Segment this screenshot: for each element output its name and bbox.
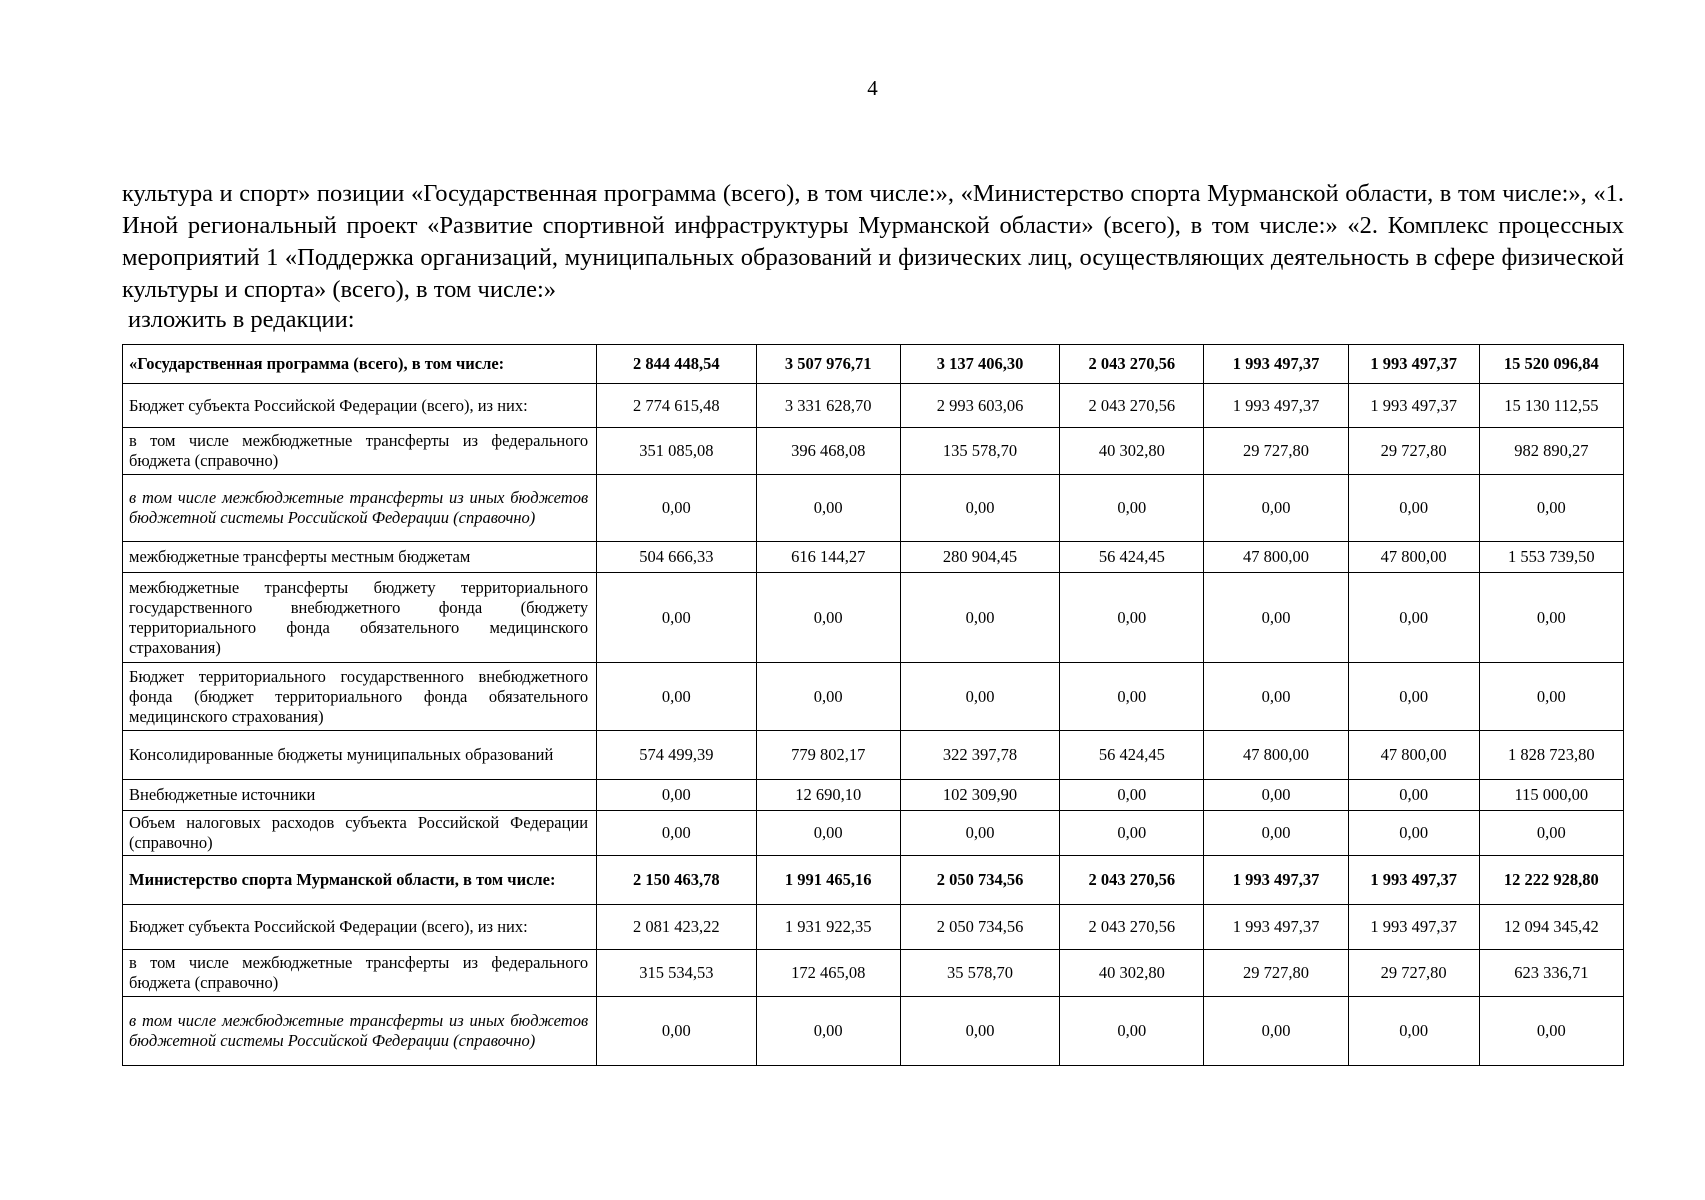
row-label: Консолидированные бюджеты муниципальных образований bbox=[123, 731, 597, 780]
cell-value: 102 309,90 bbox=[900, 780, 1059, 811]
cell-value: 1 991 465,16 bbox=[756, 856, 900, 905]
cell-value: 172 465,08 bbox=[756, 950, 900, 997]
cell-value: 0,00 bbox=[756, 573, 900, 663]
cell-value: 616 144,27 bbox=[756, 542, 900, 573]
cell-value: 2 043 270,56 bbox=[1060, 345, 1204, 384]
cell-value: 0,00 bbox=[1204, 663, 1348, 731]
cell-value: 0,00 bbox=[1060, 811, 1204, 856]
cell-value: 0,00 bbox=[756, 811, 900, 856]
cell-value: 2 844 448,54 bbox=[597, 345, 756, 384]
cell-value: 0,00 bbox=[1479, 663, 1623, 731]
cell-value: 47 800,00 bbox=[1204, 731, 1348, 780]
row-label: Министерство спорта Мурманской области, в том числе: bbox=[123, 856, 597, 905]
table-row bbox=[123, 573, 1624, 663]
row-label: в том числе межбюджетные трансферты из иных бюджетов бюджетной системы Российской Федерации (справочно) bbox=[123, 997, 597, 1066]
cell-value: 0,00 bbox=[756, 997, 900, 1066]
cell-value: 0,00 bbox=[756, 663, 900, 731]
row-label: Объем налоговых расходов субъекта Российской Федерации (справочно) bbox=[123, 811, 597, 856]
row-label: межбюджетные трансферты местным бюджетам bbox=[123, 542, 597, 573]
cell-value: 0,00 bbox=[900, 475, 1059, 542]
cell-value: 351 085,08 bbox=[597, 428, 756, 475]
table-row bbox=[123, 542, 1624, 573]
cell-value: 29 727,80 bbox=[1348, 950, 1479, 997]
cell-value: 0,00 bbox=[900, 997, 1059, 1066]
cell-value: 1 993 497,37 bbox=[1204, 905, 1348, 950]
cell-value: 0,00 bbox=[1204, 780, 1348, 811]
intro-paragraph bbox=[122, 178, 1624, 334]
cell-value: 1 828 723,80 bbox=[1479, 731, 1623, 780]
cell-value: 29 727,80 bbox=[1204, 950, 1348, 997]
row-label: межбюджетные трансферты бюджету территориального государственного внебюджетного фонда (бюджету территориального фонда обязательного медицинского страхования) bbox=[123, 573, 597, 663]
cell-value: 982 890,27 bbox=[1479, 428, 1623, 475]
row-label: Бюджет территориального государственного внебюджетного фонда (бюджет территориального фонда обязательного медицинского страхования) bbox=[123, 663, 597, 731]
cell-value: 29 727,80 bbox=[1348, 428, 1479, 475]
cell-value: 0,00 bbox=[900, 573, 1059, 663]
cell-value: 2 050 734,56 bbox=[900, 905, 1059, 950]
cell-value: 1 993 497,37 bbox=[1204, 384, 1348, 428]
table-row bbox=[123, 345, 1624, 384]
cell-value: 1 553 739,50 bbox=[1479, 542, 1623, 573]
cell-value: 47 800,00 bbox=[1348, 542, 1479, 573]
cell-value: 56 424,45 bbox=[1060, 731, 1204, 780]
cell-value: 15 520 096,84 bbox=[1479, 345, 1623, 384]
cell-value: 0,00 bbox=[597, 811, 756, 856]
table-row bbox=[123, 663, 1624, 731]
cell-value: 623 336,71 bbox=[1479, 950, 1623, 997]
cell-value: 574 499,39 bbox=[597, 731, 756, 780]
cell-value: 0,00 bbox=[597, 780, 756, 811]
cell-value: 315 534,53 bbox=[597, 950, 756, 997]
cell-value: 12 094 345,42 bbox=[1479, 905, 1623, 950]
row-label: в том числе межбюджетные трансферты из федерального бюджета (справочно) bbox=[123, 950, 597, 997]
row-label: Бюджет субъекта Российской Федерации (всего), из них: bbox=[123, 905, 597, 950]
cell-value: 12 690,10 bbox=[756, 780, 900, 811]
cell-value: 0,00 bbox=[1060, 663, 1204, 731]
cell-value: 2 774 615,48 bbox=[597, 384, 756, 428]
cell-value: 0,00 bbox=[1479, 573, 1623, 663]
table-row bbox=[123, 475, 1624, 542]
table-row bbox=[123, 950, 1624, 997]
budget-table bbox=[122, 344, 1624, 1066]
cell-value: 3 137 406,30 bbox=[900, 345, 1059, 384]
row-label: в том числе межбюджетные трансферты из федерального бюджета (справочно) bbox=[123, 428, 597, 475]
cell-value: 2 150 463,78 bbox=[597, 856, 756, 905]
cell-value: 40 302,80 bbox=[1060, 428, 1204, 475]
cell-value: 0,00 bbox=[1060, 573, 1204, 663]
cell-value: 0,00 bbox=[597, 475, 756, 542]
table-row bbox=[123, 428, 1624, 475]
cell-value: 135 578,70 bbox=[900, 428, 1059, 475]
cell-value: 47 800,00 bbox=[1348, 731, 1479, 780]
cell-value: 115 000,00 bbox=[1479, 780, 1623, 811]
intro-line: области, в том числе:», «1. Иной региональный проект «Развитие спортивной инфраструктуры Мурманской области» bbox=[122, 180, 1624, 239]
row-label: Бюджет субъекта Российской Федерации (всего), из них: bbox=[123, 384, 597, 428]
cell-value: 322 397,78 bbox=[900, 731, 1059, 780]
cell-value: 12 222 928,80 bbox=[1479, 856, 1623, 905]
cell-value: 2 993 603,06 bbox=[900, 384, 1059, 428]
page-number: 4 bbox=[867, 76, 878, 100]
cell-value: 1 993 497,37 bbox=[1204, 345, 1348, 384]
table-row bbox=[123, 856, 1624, 905]
table-row bbox=[123, 811, 1624, 856]
table-row bbox=[123, 997, 1624, 1066]
cell-value: 2 050 734,56 bbox=[900, 856, 1059, 905]
cell-value: 0,00 bbox=[1060, 997, 1204, 1066]
cell-value: 3 507 976,71 bbox=[756, 345, 900, 384]
row-label: в том числе межбюджетные трансферты из иных бюджетов бюджетной системы Российской Федерации (справочно) bbox=[123, 475, 597, 542]
row-label: «Государственная программа (всего), в том числе: bbox=[123, 345, 597, 384]
cell-value: 396 468,08 bbox=[756, 428, 900, 475]
cell-value: 0,00 bbox=[1060, 780, 1204, 811]
cell-value: 0,00 bbox=[900, 663, 1059, 731]
cell-value: 56 424,45 bbox=[1060, 542, 1204, 573]
cell-value: 0,00 bbox=[597, 573, 756, 663]
table-row bbox=[123, 780, 1624, 811]
cell-value: 504 666,33 bbox=[597, 542, 756, 573]
cell-value: 2 043 270,56 bbox=[1060, 384, 1204, 428]
intro-line: (всего), в том числе:» «2. Комплекс процессных мероприятий 1 «Поддержка организаций, муниципальных образований и bbox=[122, 212, 1625, 271]
table-row bbox=[123, 384, 1624, 428]
cell-value: 1 993 497,37 bbox=[1204, 856, 1348, 905]
cell-value: 280 904,45 bbox=[900, 542, 1059, 573]
cell-value: 779 802,17 bbox=[756, 731, 900, 780]
cell-value: 0,00 bbox=[1204, 573, 1348, 663]
cell-value: 0,00 bbox=[1348, 780, 1479, 811]
cell-value: 0,00 bbox=[1204, 811, 1348, 856]
cell-value: 0,00 bbox=[1479, 475, 1623, 542]
cell-value: 35 578,70 bbox=[900, 950, 1059, 997]
cell-value: 2 081 423,22 bbox=[597, 905, 756, 950]
cell-value: 1 993 497,37 bbox=[1348, 384, 1479, 428]
cell-value: 0,00 bbox=[900, 811, 1059, 856]
cell-value: 1 931 922,35 bbox=[756, 905, 900, 950]
cell-value: 40 302,80 bbox=[1060, 950, 1204, 997]
row-label: Внебюджетные источники bbox=[123, 780, 597, 811]
table-row bbox=[123, 731, 1624, 780]
cell-value: 29 727,80 bbox=[1204, 428, 1348, 475]
cell-value: 0,00 bbox=[1348, 475, 1479, 542]
cell-value: 47 800,00 bbox=[1204, 542, 1348, 573]
table-row bbox=[123, 905, 1624, 950]
cell-value: 0,00 bbox=[1479, 997, 1623, 1066]
intro-line: изложить в редакции: bbox=[128, 306, 355, 333]
cell-value: 0,00 bbox=[597, 997, 756, 1066]
intro-line: физических лиц, осуществляющих деятельность в сфере физической культуры и спорта» (всего), в том числе:» bbox=[122, 244, 1625, 303]
intro-line: культура и спорт» позиции «Государственная программа (всего), в том числе:», «Министерство спорта Мурманской bbox=[122, 180, 1339, 207]
cell-value: 0,00 bbox=[597, 663, 756, 731]
cell-value: 0,00 bbox=[1348, 663, 1479, 731]
cell-value: 0,00 bbox=[1060, 475, 1204, 542]
cell-value: 0,00 bbox=[1348, 573, 1479, 663]
cell-value: 2 043 270,56 bbox=[1060, 856, 1204, 905]
cell-value: 1 993 497,37 bbox=[1348, 905, 1479, 950]
cell-value: 0,00 bbox=[1348, 997, 1479, 1066]
cell-value: 2 043 270,56 bbox=[1060, 905, 1204, 950]
cell-value: 15 130 112,55 bbox=[1479, 384, 1623, 428]
cell-value: 0,00 bbox=[1479, 811, 1623, 856]
cell-value: 0,00 bbox=[756, 475, 900, 542]
cell-value: 1 993 497,37 bbox=[1348, 856, 1479, 905]
cell-value: 1 993 497,37 bbox=[1348, 345, 1479, 384]
cell-value: 3 331 628,70 bbox=[756, 384, 900, 428]
cell-value: 0,00 bbox=[1348, 811, 1479, 856]
cell-value: 0,00 bbox=[1204, 997, 1348, 1066]
cell-value: 0,00 bbox=[1204, 475, 1348, 542]
